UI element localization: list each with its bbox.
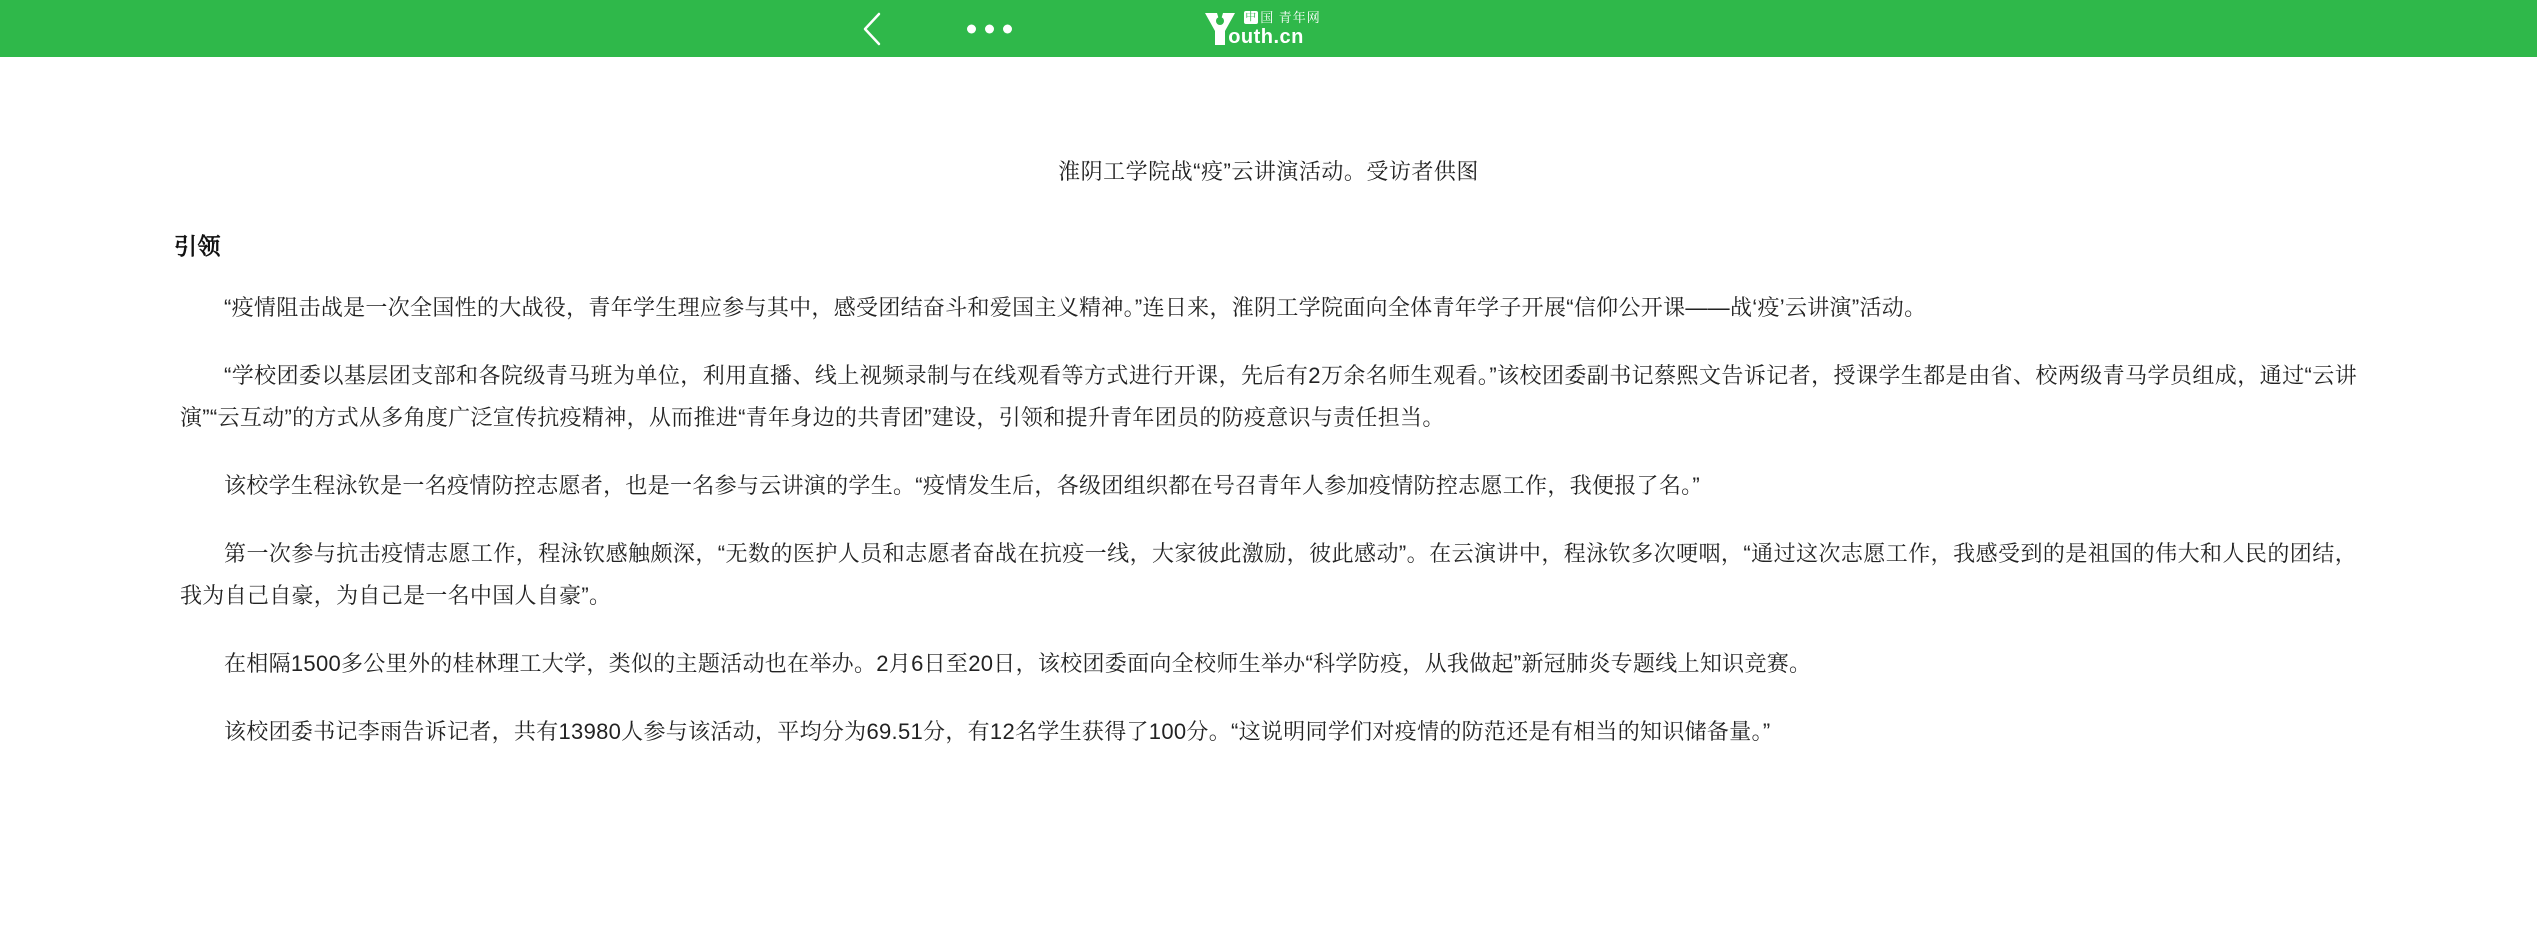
image-caption: 淮阴工学院战“疫”云讲演活动。受访者供图 [1058,159,1479,184]
back-button[interactable] [855,9,889,49]
more-horizontal-icon-dot-3 [1003,24,1012,33]
section-heading: 引领 [174,233,221,259]
article-body [0,155,2537,753]
app-header [0,0,2537,57]
logo-cn-badge: 中 [1245,10,1258,23]
article-paragraph: 该校学生程泳钦是一名疫情防控志愿者，也是一名参与云讲演的学生。“疫情发生后，各级团组织都在号召青年人参加疫情防控志愿工作，我便报了名。” [224,473,1701,498]
article-paragraph: “疫情阻击战是一次全国性的大战役，青年学生理应参与其中，感受团结奋斗和爱国主义精神。”连日来，淮阴工学院面向全体青年学子开展“信仰公开课——战‘疫’云讲演”活动。 [224,295,1927,320]
logo-cn-text: 国 青年网 [1260,9,1321,25]
article-paragraph: 该校团委书记李雨告诉记者，共有13980人参与该活动，平均分为69.51分，有12名学生获得了100分。“这说明同学们对疫情的防范还是有相当的知识储备量。” [224,719,1771,744]
chevron-left-icon [861,11,883,47]
article-paragraph: “学校团委以基层团支部和各院级青马班为单位，利用直播、线上视频录制与在线观看等方式进行开课，先后有2万余名师生观看。”该校团委副书记蔡熙文告诉记者，授课学生都是由省、校两级青马学员组成，通过“云讲演”“云互动”的方式从多角度广泛宣传抗疫精神，从而推进“青年身边的共青团”建设，引领和提升青年团员的防疫意识与责任担当。 [180,363,2357,430]
logo-wordmark [1228,9,1321,48]
more-horizontal-icon-dot-2 [985,24,994,33]
youth-y-logo-icon [1200,9,1240,49]
article-paragraph: 在相隔1500多公里外的桂林理工大学，类似的主题活动也在举办。2月6日至20日，该校团委面向全校师生举办“科学防疫，从我做起”新冠肺炎专题线上知识竞赛。 [224,651,1812,676]
logo-latin-text: outh.cn [1228,25,1304,48]
site-logo[interactable] [1200,9,1321,49]
more-options-button[interactable] [959,16,1020,41]
more-horizontal-icon-dot-1 [967,24,976,33]
article-paragraph: 第一次参与抗击疫情志愿工作，程泳钦感触颇深，“无数的医护人员和志愿者奋战在抗疫一线，大家彼此激励，彼此感动”。在云演讲中，程泳钦多次哽咽，“通过这次志愿工作，我感受到的是祖国的伟大和人民的团结，我为自己自豪，为自己是一名中国人自豪”。 [180,541,2357,608]
